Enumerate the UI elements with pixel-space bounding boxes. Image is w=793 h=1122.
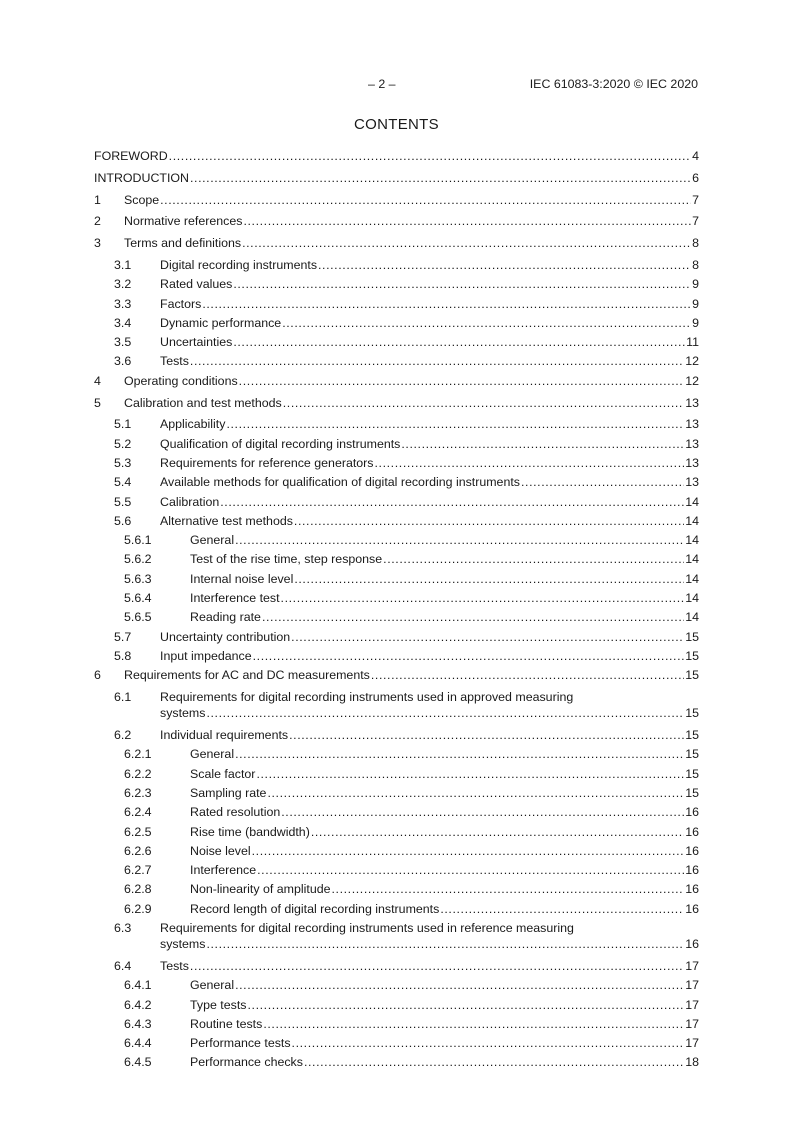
toc-entry-page: 9 [692, 277, 699, 292]
toc-entry[interactable] [94, 996, 699, 1015]
dot-leader [294, 570, 684, 589]
dot-leader [206, 935, 684, 954]
toc-entry-page: 17 [685, 997, 699, 1012]
dot-leader [294, 512, 684, 531]
toc-entry[interactable] [94, 550, 699, 569]
toc-entry[interactable] [94, 435, 699, 454]
toc-entry-title: Calibration [160, 494, 220, 509]
toc-entry[interactable] [94, 628, 699, 647]
dot-leader [440, 900, 684, 919]
toc-entry-line [190, 550, 699, 569]
dot-leader [235, 745, 684, 764]
toc-entry-title: Input impedance [160, 648, 252, 663]
toc-entry-number: 5.6.3 [124, 571, 152, 586]
toc-entry-number: 3.6 [114, 354, 132, 369]
contents-title: CONTENTS [354, 116, 439, 133]
toc-entry-title: Normative references [124, 214, 243, 229]
toc-entry-line [190, 745, 699, 764]
toc-entry-line [190, 784, 699, 803]
dot-leader [304, 1053, 684, 1072]
toc-entry-line [160, 454, 699, 473]
toc-entry-number: 6.2.4 [124, 805, 152, 820]
toc-entry-page: 16 [685, 863, 699, 878]
toc-entry-title: Sampling rate [190, 785, 267, 800]
toc-entry[interactable] [94, 295, 699, 314]
toc-entry[interactable] [94, 608, 699, 627]
toc-entry-page: 16 [685, 843, 699, 858]
toc-entry-title: Uncertainties [160, 335, 233, 350]
toc-entry[interactable] [94, 957, 699, 976]
toc-entry-page: 12 [685, 373, 699, 388]
toc-entry-title: Digital recording instruments [160, 257, 318, 272]
toc-entry-title: Rise time (bandwidth) [190, 824, 310, 839]
toc-entry-page: 18 [685, 1055, 699, 1070]
toc-entry[interactable] [94, 512, 699, 531]
toc-entry-title: systems [160, 936, 206, 951]
toc-entry-page: 15 [685, 668, 699, 683]
toc-entry[interactable] [94, 688, 699, 726]
toc-entry-title: Uncertainty contribution [160, 629, 291, 644]
dot-leader [206, 704, 684, 723]
toc-entry-line [124, 212, 699, 231]
toc-entry-title: Interference test [190, 591, 280, 606]
toc-entry-page: 13 [685, 455, 699, 470]
toc-entry-number: 5.7 [114, 629, 132, 644]
toc-entry-number: 3.5 [114, 335, 132, 350]
toc-entry-line [190, 1015, 699, 1034]
toc-entry-number: 6.2.8 [124, 882, 152, 897]
toc-entry-line [160, 275, 699, 294]
toc-entry-number: 6.4.2 [124, 997, 152, 1012]
toc-entry-line [160, 493, 699, 512]
toc-entry-title: Factors [160, 296, 202, 311]
toc-entry-title: Performance checks [190, 1055, 303, 1070]
toc-entry-number: 2 [94, 214, 101, 229]
dot-leader [281, 589, 685, 608]
toc-entry-line [160, 647, 699, 666]
toc-entry[interactable] [94, 880, 699, 899]
toc-entry-number: 6.4.4 [124, 1036, 152, 1051]
toc-entry-page: 15 [685, 747, 699, 762]
toc-entry-line [124, 234, 699, 253]
toc-entry-page: 14 [685, 571, 699, 586]
toc-entry[interactable] [94, 765, 699, 784]
toc-entry-line [190, 765, 699, 784]
dot-leader [235, 531, 684, 550]
toc-entry-number: 5.6.5 [124, 610, 152, 625]
dot-leader [239, 372, 685, 391]
toc-entry-title: Non-linearity of amplitude [190, 882, 331, 897]
dot-leader [169, 147, 691, 166]
dot-leader [190, 957, 684, 976]
toc-entry-number: 6.2.7 [124, 863, 152, 878]
toc-entry-line [124, 394, 699, 413]
toc-entry-line [190, 570, 699, 589]
toc-entry-number: 1 [94, 192, 101, 207]
toc-entry-line [190, 976, 699, 995]
toc-entry[interactable] [94, 842, 699, 861]
toc-entry-number: 5.8 [114, 648, 132, 663]
toc-entry-line [190, 531, 699, 550]
dot-leader [262, 608, 684, 627]
dot-leader [371, 666, 684, 685]
toc-entry-number: 5.6 [114, 513, 132, 528]
toc-entry-line [190, 589, 699, 608]
toc-entry-title: Individual requirements [160, 728, 289, 743]
toc-entry-page: 6 [692, 170, 699, 185]
toc-entry-number: 6.2.9 [124, 901, 152, 916]
toc-entry[interactable] [94, 803, 699, 822]
toc-entry-page: 13 [685, 417, 699, 432]
dot-leader [233, 333, 685, 352]
dot-leader [190, 169, 691, 188]
toc-entry-line [190, 608, 699, 627]
toc-entry-title: Scale factor [190, 766, 256, 781]
toc-entry[interactable] [94, 234, 699, 253]
toc-entry-line [94, 169, 699, 188]
toc-entry[interactable] [94, 256, 699, 275]
dot-leader [202, 295, 691, 314]
toc-entry-page: 16 [685, 882, 699, 897]
toc-entry-title: Performance tests [190, 1036, 291, 1051]
dot-leader [253, 647, 685, 666]
toc-entry-line [190, 803, 699, 822]
toc-entry-title-line1: Requirements for digital recording instruments used in approved measuring [160, 690, 574, 705]
dot-leader [521, 473, 684, 492]
dot-leader [256, 765, 684, 784]
toc-entry-number: 3.4 [114, 315, 132, 330]
toc-entry-number: 6.4 [114, 958, 132, 973]
toc-entry-page: 15 [685, 728, 699, 743]
dot-leader [318, 256, 691, 275]
toc-entry-title: Requirements for AC and DC measurements [124, 668, 370, 683]
toc-entry-page: 14 [685, 533, 699, 548]
dot-leader [220, 493, 684, 512]
toc-entry-line [160, 512, 699, 531]
toc-entry-page: 15 [685, 785, 699, 800]
toc-entry-title: Terms and definitions [124, 236, 242, 251]
toc-entry-line [124, 191, 699, 210]
dot-leader [292, 1034, 685, 1053]
toc-entry-page: 14 [685, 513, 699, 528]
toc-entry[interactable] [94, 531, 699, 550]
toc-entry-title: General [190, 747, 235, 762]
dot-leader [375, 454, 685, 473]
toc-entry-title: Rated values [160, 277, 233, 292]
toc-entry-page: 17 [685, 1036, 699, 1051]
toc-entry-number: 5 [94, 395, 101, 410]
toc-entry-line [160, 295, 699, 314]
toc-entry[interactable] [94, 372, 699, 391]
toc-entry[interactable] [94, 570, 699, 589]
toc-entry-page: 16 [685, 901, 699, 916]
toc-entry-number: 6.2 [114, 728, 132, 743]
dot-leader [160, 191, 691, 210]
toc-entry[interactable] [94, 415, 699, 434]
toc-entry-page: 17 [685, 978, 699, 993]
toc-entry-number: 6 [94, 668, 101, 683]
dot-leader [281, 803, 684, 822]
toc-entry-title-line1: Requirements for digital recording instruments used in reference measuring [160, 920, 574, 935]
toc-entry[interactable] [94, 647, 699, 666]
toc-entry-title: General [190, 533, 235, 548]
toc-entry-title: Reading rate [190, 610, 261, 625]
dot-leader [226, 415, 684, 434]
toc-entry-number: 6.4.3 [124, 1016, 152, 1031]
toc-entry[interactable] [94, 275, 699, 294]
toc-entry-page: 8 [692, 257, 699, 272]
dot-leader [267, 784, 684, 803]
toc-entry-number: 3.2 [114, 277, 132, 292]
toc-entry-line [160, 957, 699, 976]
toc-entry[interactable] [94, 919, 699, 957]
toc-entry-page: 15 [685, 648, 699, 663]
toc-entry-number: 5.6.2 [124, 552, 152, 567]
toc-entry-page: 13 [685, 436, 699, 451]
dot-leader [289, 726, 684, 745]
toc-entry-page: 17 [685, 1016, 699, 1031]
toc-entry-page: 8 [692, 236, 699, 251]
toc-entry[interactable] [94, 1034, 699, 1053]
toc-entry-line [160, 333, 699, 352]
toc-entry[interactable] [94, 1053, 699, 1072]
toc-entry-page: 15 [685, 706, 699, 721]
toc-entry-number: 3 [94, 236, 101, 251]
dot-leader [401, 435, 684, 454]
toc-entry-number: 6.2.1 [124, 747, 152, 762]
toc-entry-page: 9 [692, 315, 699, 330]
dot-leader [243, 212, 691, 231]
toc-entry-page: 11 [686, 335, 699, 350]
toc-entry-title: Rated resolution [190, 805, 281, 820]
toc-entry-page: 13 [685, 395, 699, 410]
toc-entry[interactable] [94, 493, 699, 512]
toc-entry[interactable] [94, 333, 699, 352]
toc-entry[interactable] [94, 666, 699, 685]
toc-entry-line [160, 256, 699, 275]
toc-entry-title: Test of the rise time, step response [190, 552, 383, 567]
toc-entry-page: 4 [692, 149, 699, 163]
dot-leader [235, 976, 684, 995]
toc-entry-number: 6.3 [114, 920, 132, 935]
toc-entry-line [190, 823, 699, 842]
page-number: – 2 – [368, 77, 396, 91]
toc-entry-page: 16 [685, 936, 699, 951]
toc-entry[interactable] [94, 314, 699, 333]
toc-entry[interactable] [94, 191, 699, 210]
toc-entry-line [190, 861, 699, 880]
toc-entry-number: 5.1 [114, 417, 132, 432]
toc-entry-number: 5.2 [114, 436, 132, 451]
toc-entry[interactable] [94, 745, 699, 764]
toc-entry-line [160, 435, 699, 454]
toc-entry-page: 13 [685, 475, 699, 490]
toc-entry-number: 3.3 [114, 296, 132, 311]
toc-entry-title: Routine tests [190, 1016, 263, 1031]
toc-entry[interactable] [94, 726, 699, 745]
dot-leader [291, 628, 684, 647]
toc-entry-title: Qualification of digital recording instruments [160, 436, 401, 451]
toc-entry-line [190, 842, 699, 861]
toc-entry-title: Dynamic performance [160, 315, 282, 330]
toc-entry-line [160, 726, 699, 745]
toc-entry[interactable] [94, 169, 699, 188]
toc-entry-page: 16 [685, 824, 699, 839]
toc-entry-number: 6.2.2 [124, 766, 152, 781]
dot-leader [247, 996, 684, 1015]
toc-entry-page: 14 [685, 610, 699, 625]
dot-leader [263, 1015, 684, 1034]
toc-entry-line [124, 666, 699, 685]
toc-entry-page: 16 [685, 805, 699, 820]
toc-entry-line [160, 352, 699, 371]
toc-entry-line [160, 628, 699, 647]
toc-entry-title: Calibration and test methods [124, 395, 282, 410]
toc-entry[interactable] [94, 147, 699, 166]
toc-entry-title: Internal noise level [190, 571, 294, 586]
toc-entry-title: Interference [190, 863, 257, 878]
toc-entry[interactable] [94, 900, 699, 919]
toc-entry-line [190, 880, 699, 899]
dot-leader [311, 823, 684, 842]
toc-entry[interactable] [94, 1015, 699, 1034]
toc-entry-number: 6.1 [114, 690, 132, 705]
toc-entry-number: 5.4 [114, 475, 132, 490]
toc-entry-title: Tests [160, 958, 189, 973]
toc-entry-title: Operating conditions [124, 373, 238, 388]
toc-entry-title: Alternative test methods [160, 513, 293, 528]
toc-entry-number: 6.4.5 [124, 1055, 152, 1070]
toc-entry-line [190, 900, 699, 919]
toc-entry-title: INTRODUCTION [94, 170, 189, 185]
toc-entry-page: 14 [685, 552, 699, 567]
toc-entry-number: 6.2.5 [124, 824, 152, 839]
toc-entry[interactable] [94, 823, 699, 842]
toc-entry[interactable] [94, 976, 699, 995]
toc-entry-page: 14 [685, 591, 699, 606]
toc-entry[interactable] [94, 784, 699, 803]
toc-entry-number: 5.6.4 [124, 591, 152, 606]
toc-entry-title: FOREWORD [94, 149, 168, 163]
toc-entry-title: Applicability [160, 417, 226, 432]
toc-entry-number: 5.5 [114, 494, 132, 509]
toc-entry-title: Record length of digital recording instruments [190, 901, 440, 916]
toc-entry-number: 6.2.3 [124, 785, 152, 800]
document-id: IEC 61083-3:2020 © IEC 2020 [529, 77, 698, 91]
toc-entry-line [190, 1034, 699, 1053]
toc-entry-line [160, 415, 699, 434]
dot-leader [233, 275, 691, 294]
toc-entry-number: 6.4.1 [124, 978, 152, 993]
toc-entry-page: 12 [685, 354, 699, 369]
toc-entry[interactable] [94, 473, 699, 492]
toc-entry[interactable] [94, 861, 699, 880]
toc-entry-line [160, 473, 699, 492]
toc-entry-title: systems [160, 706, 206, 721]
toc-entry[interactable] [94, 394, 699, 413]
toc-entry[interactable] [94, 212, 699, 231]
toc-entry[interactable] [94, 589, 699, 608]
toc-entry-page: 15 [685, 629, 699, 644]
toc-entry-line [160, 935, 699, 954]
toc-entry-title: Type tests [190, 997, 247, 1012]
toc-entry-page: 9 [692, 296, 699, 311]
toc-entry-line [190, 996, 699, 1015]
toc-entry-number: 6.2.6 [124, 843, 152, 858]
toc-entry-page: 7 [692, 214, 699, 229]
toc-entry-line [124, 372, 699, 391]
toc-entry-line [190, 1053, 699, 1072]
toc-entry-line [160, 314, 699, 333]
toc-entry-page: 14 [685, 494, 699, 509]
toc-entry-number: 3.1 [114, 257, 132, 272]
toc-entry-page: 17 [685, 958, 699, 973]
toc-entry-number: 5.3 [114, 455, 132, 470]
toc-entry-line [94, 147, 699, 166]
dot-leader [252, 842, 685, 861]
dot-leader [190, 352, 684, 371]
toc-entry-title: Available methods for qualification of digital recording instruments [160, 475, 520, 490]
dot-leader [383, 550, 684, 569]
toc-entry-title: Tests [160, 354, 189, 369]
toc-entry-number: 5.6.1 [124, 533, 152, 548]
toc-entry[interactable] [94, 454, 699, 473]
dot-leader [332, 880, 685, 899]
dot-leader [282, 314, 691, 333]
toc-entry-line [160, 704, 699, 723]
toc-entry-title: Scope [124, 192, 160, 207]
table-of-contents [94, 147, 699, 1073]
toc-entry[interactable] [94, 352, 699, 371]
dot-leader [257, 861, 684, 880]
toc-entry-title: Noise level [190, 843, 251, 858]
toc-entry-number: 4 [94, 373, 101, 388]
toc-entry-page: 15 [685, 766, 699, 781]
toc-entry-page: 7 [692, 192, 699, 207]
toc-entry-title: Requirements for reference generators [160, 455, 374, 470]
dot-leader [242, 234, 691, 253]
dot-leader [283, 394, 684, 413]
toc-entry-title: General [190, 978, 235, 993]
